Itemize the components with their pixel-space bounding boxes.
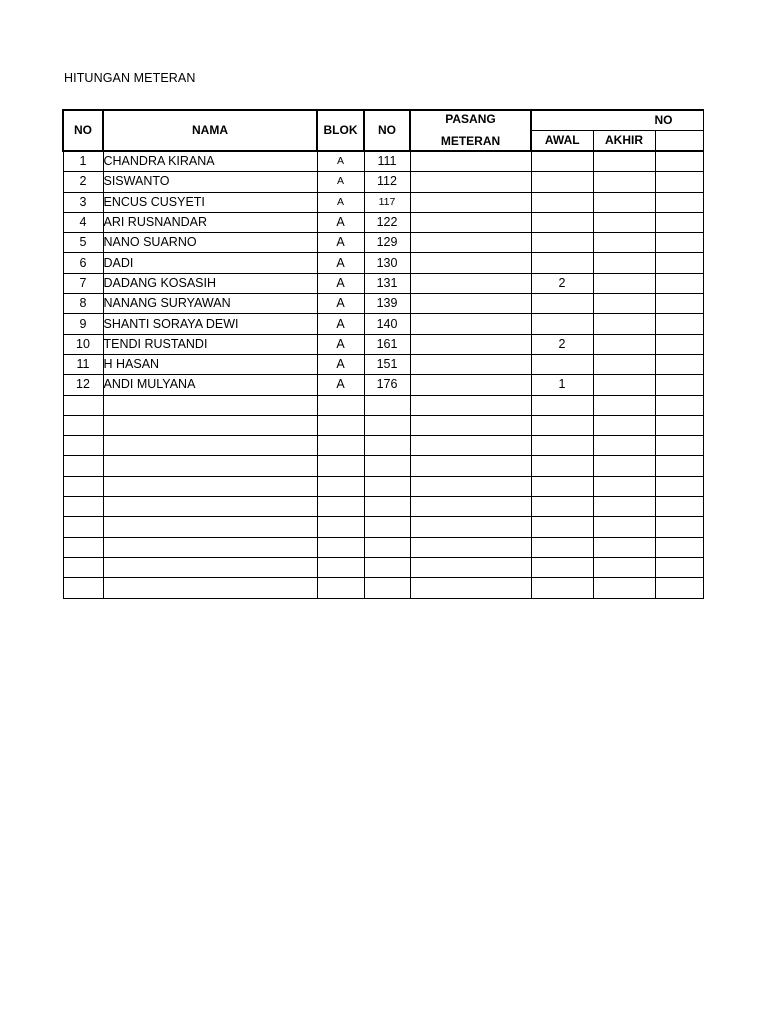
table-row <box>63 253 703 273</box>
sheet-title: HITUNGAN METERAN <box>64 71 196 85</box>
cell-awal[interactable]: 1 <box>531 375 593 395</box>
empty-cell[interactable] <box>317 557 364 577</box>
empty-cell[interactable] <box>317 395 364 415</box>
cell-akhir[interactable] <box>593 233 655 253</box>
cell-extra[interactable] <box>655 294 703 314</box>
empty-cell[interactable] <box>103 395 317 415</box>
empty-cell[interactable] <box>103 415 317 435</box>
cell-extra[interactable] <box>655 212 703 232</box>
empty-cell[interactable] <box>103 537 317 557</box>
empty-cell[interactable] <box>410 456 531 476</box>
table-row <box>63 314 703 334</box>
empty-cell[interactable] <box>655 557 703 577</box>
empty-cell[interactable] <box>317 456 364 476</box>
empty-cell[interactable] <box>655 415 703 435</box>
empty-cell[interactable] <box>593 557 655 577</box>
empty-cell[interactable] <box>103 476 317 496</box>
empty-cell[interactable] <box>655 578 703 598</box>
cell-no-rumah[interactable]: 131 <box>364 273 410 293</box>
cell-akhir[interactable] <box>593 212 655 232</box>
empty-cell[interactable] <box>63 537 103 557</box>
empty-cell[interactable] <box>63 436 103 456</box>
cell-no-rumah[interactable]: 176 <box>364 375 410 395</box>
cell-akhir[interactable] <box>593 294 655 314</box>
cell-awal[interactable]: 2 <box>531 273 593 293</box>
cell-no[interactable]: 10 <box>63 334 103 354</box>
cell-awal[interactable] <box>531 294 593 314</box>
table-row-empty <box>63 537 703 557</box>
cell-nama[interactable]: H HASAN <box>103 354 317 374</box>
cell-pasang-meteran[interactable] <box>410 151 531 172</box>
empty-cell[interactable] <box>364 557 410 577</box>
empty-cell[interactable] <box>63 395 103 415</box>
cell-no-rumah[interactable]: 151 <box>364 354 410 374</box>
cell-nama[interactable]: ARI RUSNANDAR <box>103 212 317 232</box>
empty-cell[interactable] <box>103 517 317 537</box>
empty-cell[interactable] <box>63 517 103 537</box>
empty-cell[interactable] <box>317 415 364 435</box>
header-group-partial: NO <box>531 110 703 131</box>
cell-akhir[interactable] <box>593 172 655 192</box>
empty-cell[interactable] <box>531 395 593 415</box>
empty-cell[interactable] <box>364 395 410 415</box>
cell-awal[interactable]: 2 <box>531 334 593 354</box>
empty-cell[interactable] <box>655 537 703 557</box>
cell-nama[interactable]: DADANG KOSASIH <box>103 273 317 293</box>
empty-cell[interactable] <box>655 497 703 517</box>
cell-no[interactable]: 2 <box>63 172 103 192</box>
cell-nama[interactable]: SISWANTO <box>103 172 317 192</box>
cell-pasang-meteran[interactable] <box>410 212 531 232</box>
cell-pasang-meteran[interactable] <box>410 273 531 293</box>
empty-cell[interactable] <box>317 476 364 496</box>
cell-blok[interactable]: A <box>317 151 364 172</box>
cell-pasang-meteran[interactable] <box>410 253 531 273</box>
empty-cell[interactable] <box>593 476 655 496</box>
cell-nama[interactable]: ENCUS CUSYETI <box>103 192 317 212</box>
empty-cell[interactable] <box>103 578 317 598</box>
empty-cell[interactable] <box>531 557 593 577</box>
cell-awal[interactable] <box>531 192 593 212</box>
empty-cell[interactable] <box>63 456 103 476</box>
empty-cell[interactable] <box>655 456 703 476</box>
cell-nama[interactable]: CHANDRA KIRANA <box>103 151 317 172</box>
empty-cell[interactable] <box>63 476 103 496</box>
cell-nama[interactable]: TENDI RUSTANDI <box>103 334 317 354</box>
empty-cell[interactable] <box>364 456 410 476</box>
empty-cell[interactable] <box>531 497 593 517</box>
table-row <box>63 233 703 253</box>
empty-cell[interactable] <box>655 436 703 456</box>
table-row-empty <box>63 415 703 435</box>
header-pasang-line2: METERAN <box>440 134 501 148</box>
cell-no[interactable]: 5 <box>63 233 103 253</box>
empty-cell[interactable] <box>410 436 531 456</box>
table-body <box>63 151 703 598</box>
cell-extra[interactable] <box>655 334 703 354</box>
cell-blok[interactable]: A <box>317 294 364 314</box>
cell-extra[interactable] <box>655 151 703 172</box>
cell-no-rumah[interactable]: 161 <box>364 334 410 354</box>
empty-cell[interactable] <box>593 436 655 456</box>
cell-extra[interactable] <box>655 314 703 334</box>
table-row <box>63 172 703 192</box>
cell-blok[interactable]: A <box>317 375 364 395</box>
cell-pasang-meteran[interactable] <box>410 334 531 354</box>
header-blok: BLOK <box>317 110 364 151</box>
empty-cell[interactable] <box>410 557 531 577</box>
cell-no-rumah[interactable]: 111 <box>364 151 410 172</box>
cell-akhir[interactable] <box>593 253 655 273</box>
spreadsheet-viewport <box>62 109 673 589</box>
empty-cell[interactable] <box>317 537 364 557</box>
cell-awal[interactable] <box>531 233 593 253</box>
table-row-empty <box>63 497 703 517</box>
cell-extra[interactable] <box>655 354 703 374</box>
empty-cell[interactable] <box>364 578 410 598</box>
cell-blok[interactable]: A <box>317 172 364 192</box>
cell-blok[interactable]: A <box>317 212 364 232</box>
cell-nama[interactable]: ANDI MULYANA <box>103 375 317 395</box>
empty-cell[interactable] <box>655 476 703 496</box>
header-akhir: AKHIR <box>593 131 655 152</box>
cell-awal[interactable] <box>531 212 593 232</box>
table-row <box>63 294 703 314</box>
empty-cell[interactable] <box>364 436 410 456</box>
header-nama: NAMA <box>103 110 317 151</box>
empty-cell[interactable] <box>593 395 655 415</box>
empty-cell[interactable] <box>593 517 655 537</box>
cell-no-rumah[interactable]: 139 <box>364 294 410 314</box>
empty-cell[interactable] <box>317 517 364 537</box>
cell-awal[interactable] <box>531 172 593 192</box>
cell-akhir[interactable] <box>593 314 655 334</box>
table-header <box>63 110 703 151</box>
empty-cell[interactable] <box>410 415 531 435</box>
empty-cell[interactable] <box>364 497 410 517</box>
cell-akhir[interactable] <box>593 375 655 395</box>
table-row <box>63 192 703 212</box>
cell-nama[interactable]: NANO SUARNO <box>103 233 317 253</box>
cell-blok[interactable]: A <box>317 354 364 374</box>
header-pasang-line1: PASANG <box>445 112 496 126</box>
cell-blok[interactable]: A <box>317 233 364 253</box>
empty-cell[interactable] <box>531 415 593 435</box>
cell-pasang-meteran[interactable] <box>410 172 531 192</box>
cell-no[interactable]: 12 <box>63 375 103 395</box>
empty-cell[interactable] <box>410 497 531 517</box>
empty-cell[interactable] <box>593 578 655 598</box>
cell-pasang-meteran[interactable] <box>410 354 531 374</box>
cell-nama[interactable]: DADI <box>103 253 317 273</box>
header-pasang-meteran <box>410 110 531 151</box>
cell-akhir[interactable] <box>593 334 655 354</box>
cell-pasang-meteran[interactable] <box>410 314 531 334</box>
cell-blok[interactable]: A <box>317 273 364 293</box>
cell-akhir[interactable] <box>593 354 655 374</box>
cell-no-rumah[interactable]: 140 <box>364 314 410 334</box>
cell-no-rumah[interactable]: 130 <box>364 253 410 273</box>
cell-extra[interactable] <box>655 273 703 293</box>
empty-cell[interactable] <box>364 476 410 496</box>
header-no-rumah: NO <box>364 110 410 151</box>
cell-pasang-meteran[interactable] <box>410 192 531 212</box>
empty-cell[interactable] <box>410 537 531 557</box>
cell-awal[interactable] <box>531 151 593 172</box>
cell-extra[interactable] <box>655 192 703 212</box>
empty-cell[interactable] <box>317 436 364 456</box>
cell-no[interactable]: 8 <box>63 294 103 314</box>
cell-extra[interactable] <box>655 172 703 192</box>
table-row-empty <box>63 436 703 456</box>
cell-nama[interactable]: SHANTI SORAYA DEWI <box>103 314 317 334</box>
cell-pasang-meteran[interactable] <box>410 375 531 395</box>
table-row-empty <box>63 578 703 598</box>
cell-no-rumah[interactable]: 112 <box>364 172 410 192</box>
table-row-empty <box>63 517 703 537</box>
empty-cell[interactable] <box>531 537 593 557</box>
table-row-empty <box>63 395 703 415</box>
empty-cell[interactable] <box>63 497 103 517</box>
cell-extra[interactable] <box>655 253 703 273</box>
cell-no[interactable]: 9 <box>63 314 103 334</box>
table-row-empty <box>63 476 703 496</box>
cell-blok[interactable]: A <box>317 192 364 212</box>
cell-awal[interactable] <box>531 253 593 273</box>
empty-cell[interactable] <box>593 497 655 517</box>
header-no: NO <box>63 110 103 151</box>
empty-cell[interactable] <box>410 578 531 598</box>
cell-akhir[interactable] <box>593 151 655 172</box>
cell-blok[interactable]: A <box>317 334 364 354</box>
cell-no-rumah[interactable]: 122 <box>364 212 410 232</box>
cell-nama[interactable]: NANANG SURYAWAN <box>103 294 317 314</box>
cell-no[interactable]: 4 <box>63 212 103 232</box>
cell-no[interactable]: 3 <box>63 192 103 212</box>
empty-cell[interactable] <box>531 517 593 537</box>
cell-no[interactable]: 11 <box>63 354 103 374</box>
empty-cell[interactable] <box>410 476 531 496</box>
empty-cell[interactable] <box>103 456 317 476</box>
cell-no[interactable]: 1 <box>63 151 103 172</box>
empty-cell[interactable] <box>531 578 593 598</box>
empty-cell[interactable] <box>63 578 103 598</box>
cell-awal[interactable] <box>531 314 593 334</box>
empty-cell[interactable] <box>593 415 655 435</box>
empty-cell[interactable] <box>364 415 410 435</box>
empty-cell[interactable] <box>410 395 531 415</box>
empty-cell[interactable] <box>103 436 317 456</box>
header-extra <box>655 131 703 152</box>
table-row <box>63 273 703 293</box>
table-row <box>63 151 703 172</box>
empty-cell[interactable] <box>364 537 410 557</box>
cell-no[interactable]: 6 <box>63 253 103 273</box>
cell-pasang-meteran[interactable] <box>410 233 531 253</box>
cell-blok[interactable]: A <box>317 253 364 273</box>
cell-no-rumah[interactable]: 129 <box>364 233 410 253</box>
table-row-empty <box>63 557 703 577</box>
empty-cell[interactable] <box>103 497 317 517</box>
empty-cell[interactable] <box>655 517 703 537</box>
empty-cell[interactable] <box>317 578 364 598</box>
header-awal: AWAL <box>531 131 593 152</box>
empty-cell[interactable] <box>531 456 593 476</box>
cell-pasang-meteran[interactable] <box>410 294 531 314</box>
table-row <box>63 354 703 374</box>
empty-cell[interactable] <box>364 517 410 537</box>
empty-cell[interactable] <box>593 537 655 557</box>
cell-extra[interactable] <box>655 375 703 395</box>
table-row-empty <box>63 456 703 476</box>
cell-akhir[interactable] <box>593 273 655 293</box>
cell-no-rumah[interactable]: 117 <box>364 192 410 212</box>
cell-awal[interactable] <box>531 354 593 374</box>
cell-blok[interactable]: A <box>317 314 364 334</box>
empty-cell[interactable] <box>103 557 317 577</box>
meter-table <box>62 109 704 599</box>
empty-cell[interactable] <box>531 436 593 456</box>
table-row <box>63 334 703 354</box>
empty-cell[interactable] <box>410 517 531 537</box>
cell-extra[interactable] <box>655 233 703 253</box>
empty-cell[interactable] <box>317 497 364 517</box>
empty-cell[interactable] <box>63 415 103 435</box>
table-row <box>63 375 703 395</box>
empty-cell[interactable] <box>593 456 655 476</box>
empty-cell[interactable] <box>63 557 103 577</box>
empty-cell[interactable] <box>655 395 703 415</box>
empty-cell[interactable] <box>531 476 593 496</box>
cell-no[interactable]: 7 <box>63 273 103 293</box>
cell-akhir[interactable] <box>593 192 655 212</box>
table-row <box>63 212 703 232</box>
